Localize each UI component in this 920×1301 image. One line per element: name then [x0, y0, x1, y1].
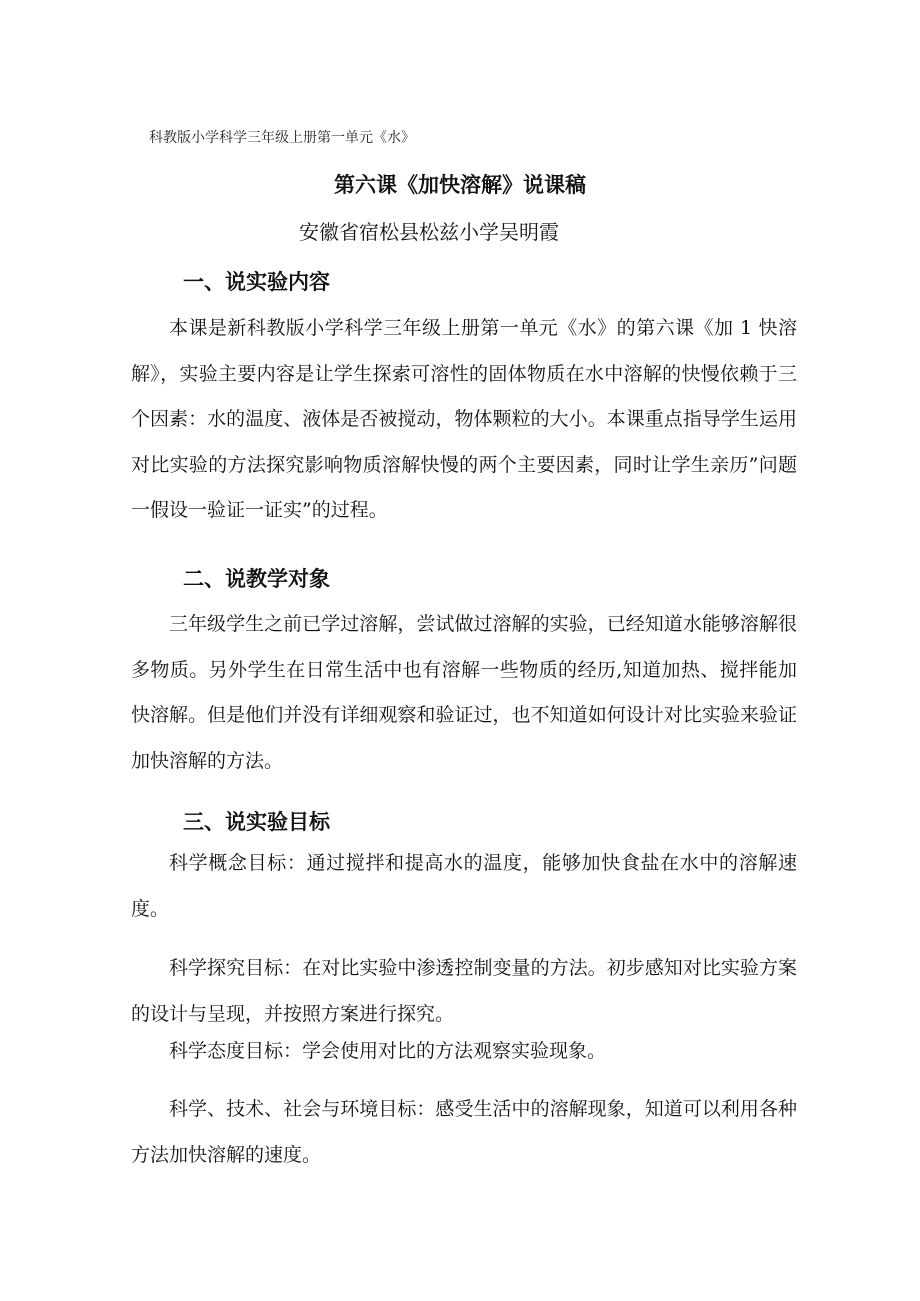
- document-title: 第六课《加快溶解》说课稿: [334, 173, 586, 197]
- section-heading-teaching-target: 二、说教学对象: [183, 567, 330, 591]
- paragraph-goal-science-attitude: 科学态度目标：学会使用对比的方法观察实验现象。: [169, 1040, 607, 1062]
- paragraph-experiment-content: 本课是新科教版小学科学三年级上册第一单元《水》的第六课《加 1 快溶解》，实验主要内容是让学生探索可溶性的固体物质在水中溶解的快慢依赖于三个因素：水的温度、液体是否被搅动，物体颗粒的大小。本课重点指导学生运用对比实验的方法探究影响物质溶解快慢的两个主要因素，同时让学生亲历”问题一假设一验证一证实”的过程。: [131, 317, 797, 521]
- section-heading-experiment-content: 一、说实验内容: [183, 270, 330, 294]
- paragraph-goal-science-inquiry: 科学探究目标：在对比实验中渗透控制变量的方法。初步感知对比实验方案的设计与呈现，并按照方案进行探究。: [131, 957, 797, 1025]
- document-author: 安徽省宿松县松兹小学吴明霞: [299, 220, 559, 244]
- section-heading-experiment-goals: 三、说实验目标: [183, 810, 330, 834]
- paragraph-goal-sts: 科学、技术、社会与环境目标：感受生活中的溶解现象，知道可以利用各种方法加快溶解的速度。: [131, 1098, 797, 1166]
- paragraph-goal-science-concept: 科学概念目标：通过搅拌和提高水的温度，能够加快食盐在水中的溶解速度。: [131, 852, 797, 920]
- series-header: 科教版小学科学三年级上册第一单元《水》: [149, 130, 415, 146]
- paragraph-teaching-target: 三年级学生之前已学过溶解，尝试做过溶解的实验，已经知道水能够溶解很多物质。另外学生在日常生活中也有溶解一些物质的经历,知道加热、搅拌能加快溶解。但是他们并没有详细观察和验证过，也不知道如何设计对比实验来验证加快溶解的方法。: [131, 613, 797, 772]
